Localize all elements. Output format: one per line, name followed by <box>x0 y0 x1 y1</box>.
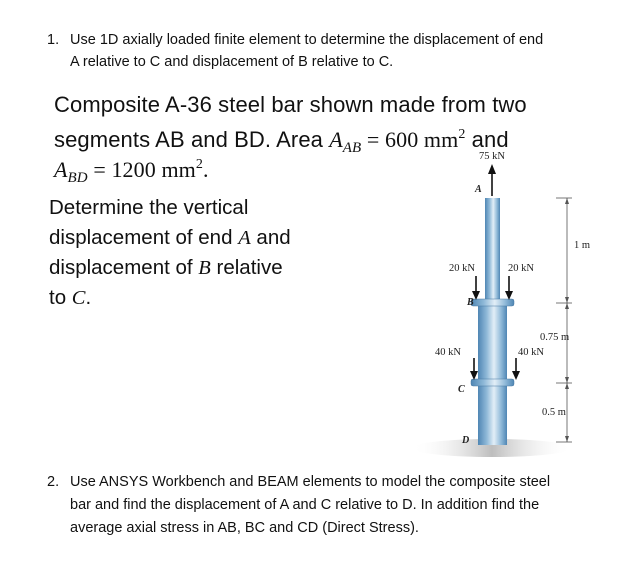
area-ab-exponent: 2 <box>458 127 466 142</box>
area-ab-value: = 600 mm <box>361 127 459 152</box>
load-20kn-right-label: 20 kN <box>508 263 534 274</box>
task-line-2-prefix: displacement of end <box>49 226 239 249</box>
problem-line-2-suffix: and <box>465 127 509 152</box>
point-b-label: B <box>467 297 474 308</box>
point-d-label: D <box>462 435 470 446</box>
area-bd-subscript: BD <box>67 170 88 186</box>
area-ab-subscript: AB <box>342 140 362 156</box>
dim-ab-label: 1 m <box>574 240 591 251</box>
arrow-20kn-right-head <box>505 291 513 300</box>
question-2-number: 2. <box>47 474 60 490</box>
collar-c <box>471 379 514 386</box>
question-2-line-1: Use ANSYS Workbench and BEAM elements to model the composite steel <box>70 474 551 490</box>
dim-bc-label: 0.75 m <box>540 332 570 343</box>
point-a-label: A <box>475 184 482 195</box>
task-line-1: Determine the vertical <box>49 196 249 219</box>
dim-arrow-4 <box>565 377 569 383</box>
question-1-line-2: A relative to C and displacement of B relative to C. <box>70 54 394 70</box>
question-1-line-1: Use 1D axially loaded finite element to determine the displacement of end <box>70 32 544 48</box>
question-1-number: 1. <box>47 32 60 48</box>
dim-arrow-6 <box>565 436 569 442</box>
area-bd-symbol: A <box>54 157 68 182</box>
task-var-c: C <box>71 287 86 309</box>
load-75kn-label: 75 kN <box>479 151 505 162</box>
question-2-line-3: average axial stress in AB, BC and CD (Direct Stress). <box>70 520 419 536</box>
load-40kn-right-label: 40 kN <box>518 347 544 358</box>
dim-arrow-1 <box>565 198 569 204</box>
dim-arrow-2 <box>565 297 569 303</box>
dim-cd-label: 0.5 m <box>542 407 566 418</box>
task-var-a: A <box>238 227 251 249</box>
task-var-b: B <box>198 257 211 279</box>
segment-bd <box>478 300 507 445</box>
arrow-75kn-head <box>488 164 496 174</box>
segment-ab <box>485 198 500 300</box>
point-c-label: C <box>458 384 465 395</box>
task-line-2-suffix: and <box>250 226 291 249</box>
arrow-40kn-right-head <box>512 371 520 380</box>
problem-line-1: Composite A-36 steel bar shown made from two <box>54 92 527 117</box>
dim-arrow-5 <box>565 383 569 389</box>
area-ab-symbol: A <box>329 127 343 152</box>
task-line-4-suffix: . <box>85 286 92 309</box>
problem-line-2-prefix: segments AB and BD. Area <box>54 127 330 152</box>
arrow-40kn-left-head <box>470 371 478 380</box>
collar-b <box>471 299 514 306</box>
area-bd-period: . <box>203 157 209 182</box>
task-line-3-prefix: displacement of <box>49 256 199 279</box>
question-2-line-2: bar and find the displacement of A and C relative to D. In addition find the <box>70 497 540 513</box>
load-20kn-left-label: 20 kN <box>449 263 475 274</box>
task-line-3-suffix: relative <box>210 256 283 279</box>
load-40kn-left-label: 40 kN <box>435 347 461 358</box>
area-bd-value: = 1200 mm <box>87 157 196 182</box>
task-line-4-prefix: to <box>49 286 72 309</box>
area-bd-exponent: 2 <box>195 157 203 172</box>
dim-arrow-3 <box>565 303 569 309</box>
